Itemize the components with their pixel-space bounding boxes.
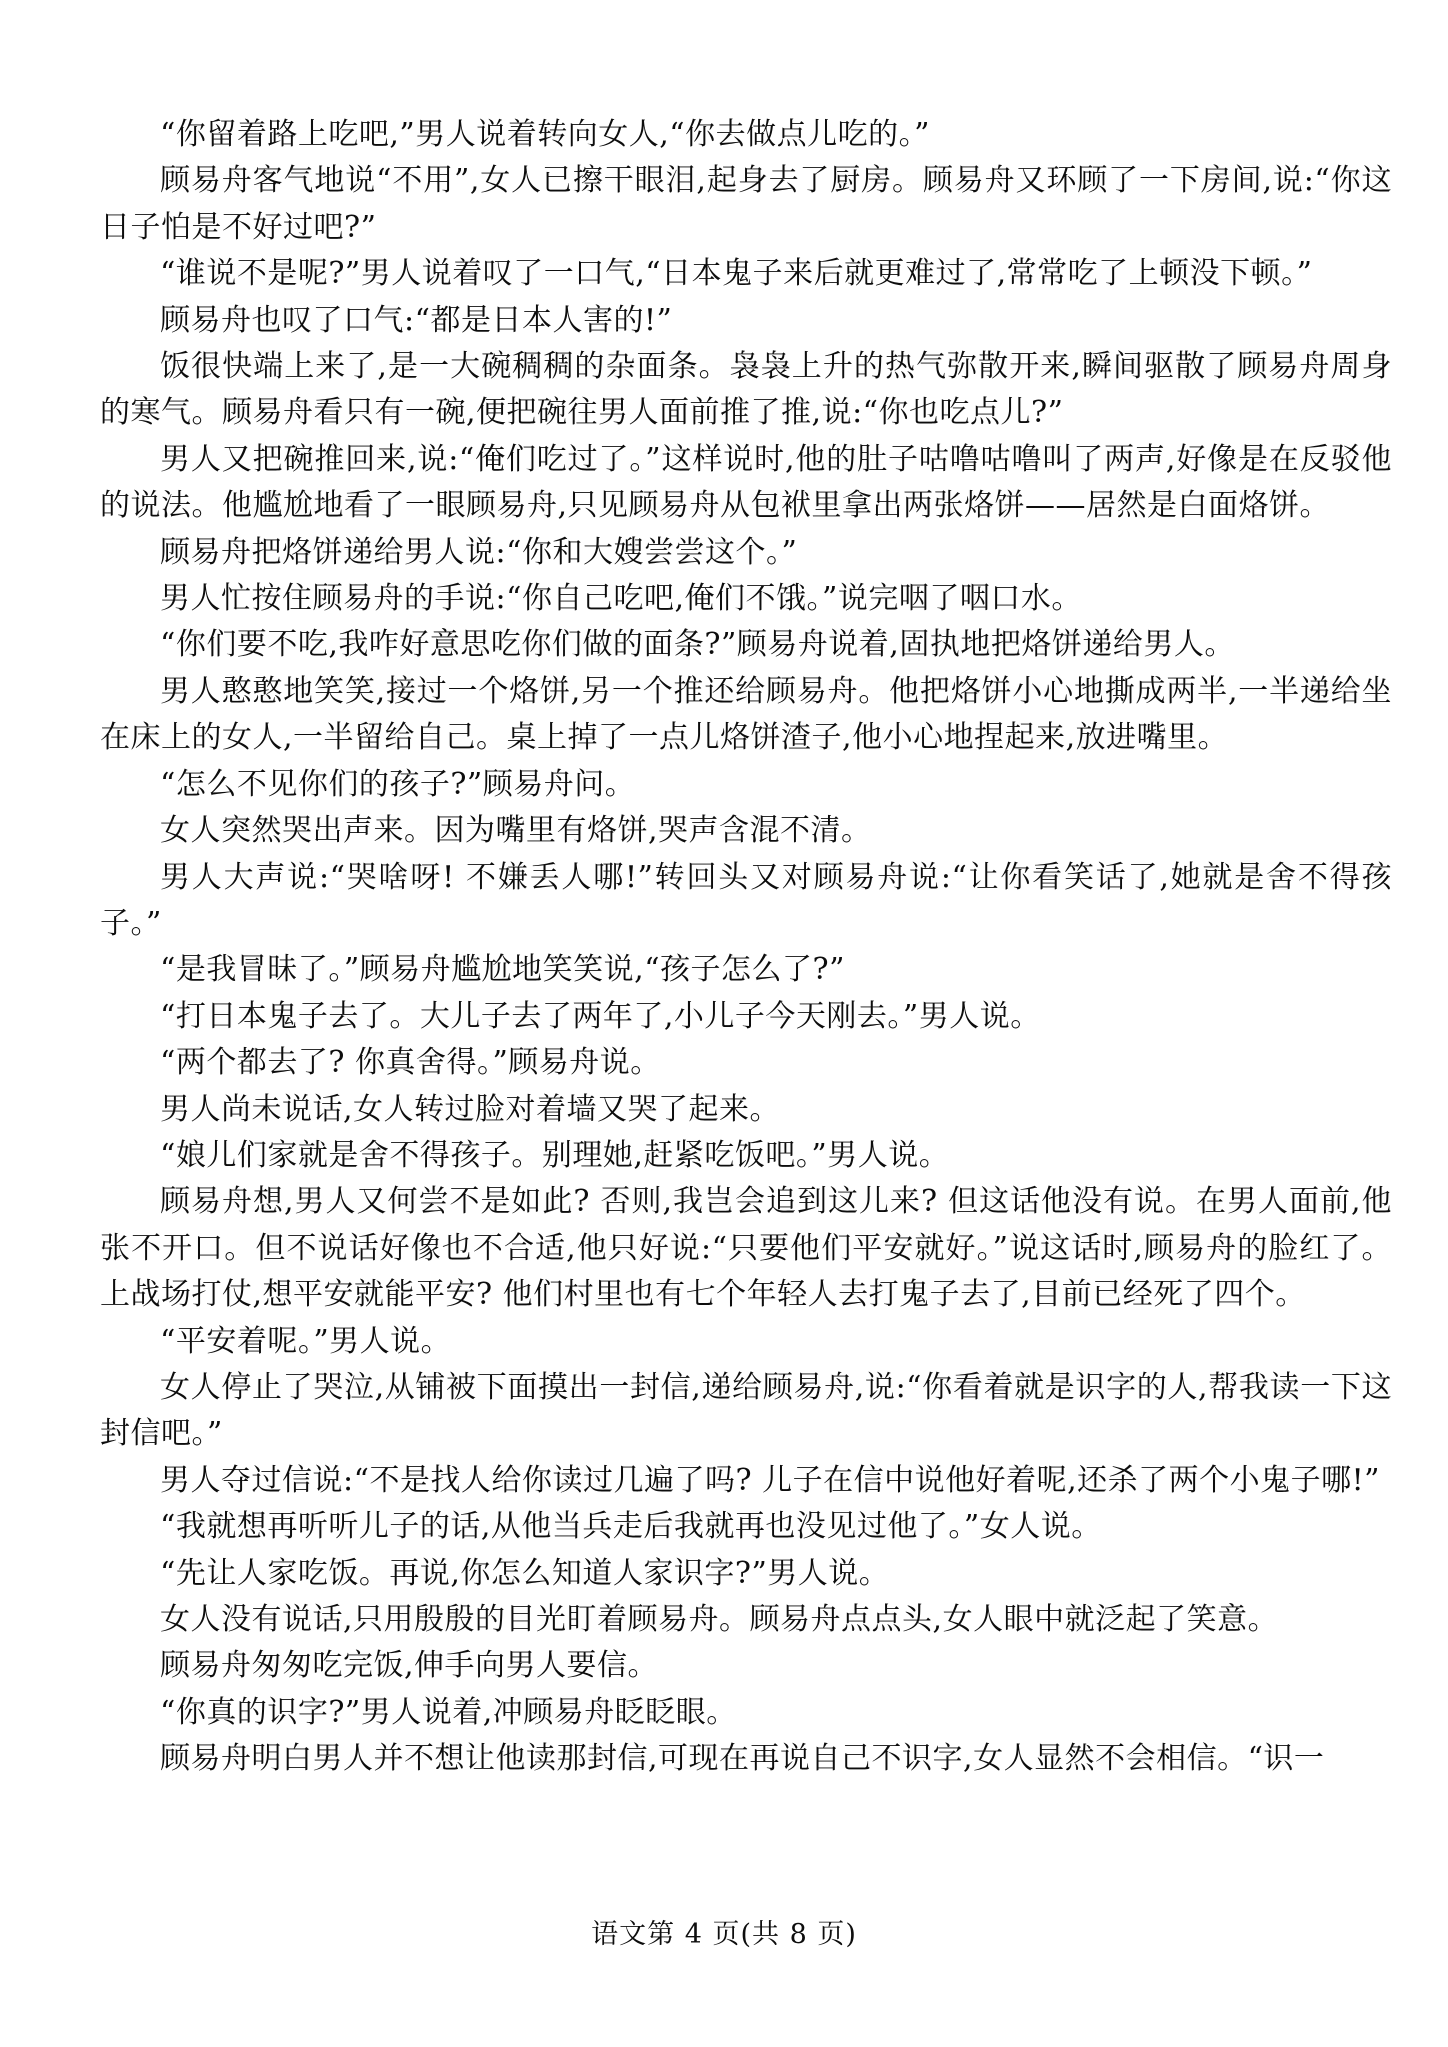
paragraph: 男人尚未说话,女人转过脸对着墙又哭了起来。 <box>160 1091 781 1127</box>
paragraph: “谁说不是呢?”男人说着叹了一口气,“日本鬼子来后就更难过了,常常吃了上顿没下顿。” <box>160 256 1313 292</box>
paragraph: 男人忙按住顾易舟的手说:“你自己吃吧,俺们不饿。”说完咽了咽口水。 <box>160 581 1082 617</box>
paragraph: 顾易舟明白男人并不想让他读那封信,可现在再说自己不识字,女人显然不会相信。“识一 <box>160 1741 1325 1777</box>
paragraph: “你真的识字?”男人说着,冲顾易舟眨眨眼。 <box>160 1694 737 1730</box>
paragraph: 男人憨憨地笑笑,接过一个烙饼,另一个推还给顾易舟。他把烙饼小心地撕成两半,一半递给坐在床上的女人,一半留给自己。桌上掉了一点儿烙饼渣子,他小心地捏起来,放进嘴里。 <box>100 673 1392 756</box>
page-footer: 语文第 4 页(共 8 页) <box>591 1919 857 1950</box>
paragraph: “娘儿们家就是舍不得孩子。别理她,赶紧吃饭吧。”男人说。 <box>160 1137 950 1173</box>
paragraph: 顾易舟把烙饼递给男人说:“你和大嫂尝尝这个。” <box>160 534 798 570</box>
paragraph: 顾易舟想,男人又何尝不是如此? 否则,我岂会追到这儿来? 但这话他没有说。在男人面前,他张不开口。但不说话好像也不合适,他只好说:“只要他们平安就好。”说这话时,顾易舟的脸红了。上战场打仗,想平安就能平安? 他们村里也有七个年轻人去打鬼子去了,目前已经死了四个。 <box>100 1184 1392 1313</box>
paragraph: “平安着呢。”男人说。 <box>160 1323 452 1359</box>
paragraph: “我就想再听听儿子的话,从他当兵走后我就再也没见过他了。”女人说。 <box>160 1509 1102 1545</box>
paragraph: 饭很快端上来了,是一大碗稠稠的杂面条。袅袅上升的热气弥散开来,瞬间驱散了顾易舟周身的寒气。顾易舟看只有一碗,便把碗往男人面前推了推,说:“你也吃点儿?” <box>100 349 1392 431</box>
paragraph: 女人突然哭出声来。因为嘴里有烙饼,哭声含混不清。 <box>160 813 872 849</box>
paragraph: “你们要不吃,我咋好意思吃你们做的面条?”顾易舟说着,固执地把烙饼递给男人。 <box>160 627 1235 663</box>
paragraph: 顾易舟客气地说“不用”,女人已擦干眼泪,起身去了厨房。顾易舟又环顾了一下房间,说:“你这日子怕是不好过吧?” <box>100 163 1392 245</box>
paragraph: “是我冒昧了。”顾易舟尴尬地笑笑说,“孩子怎么了?” <box>160 952 845 988</box>
paragraph: 顾易舟也叹了口气:“都是日本人害的!” <box>160 302 673 338</box>
paragraph: “两个都去了? 你真舍得。”顾易舟说。 <box>160 1045 661 1081</box>
paragraph: “你留着路上吃吧,”男人说着转向女人,“你去做点儿吃的。” <box>160 117 930 152</box>
paragraph: “怎么不见你们的孩子?”顾易舟问。 <box>160 766 636 802</box>
paragraph: “打日本鬼子去了。大儿子去了两年了,小儿子今天刚去。”男人说。 <box>160 998 1041 1034</box>
paragraph: 女人没有说话,只用殷殷的目光盯着顾易舟。顾易舟点点头,女人眼中就泛起了笑意。 <box>160 1602 1279 1637</box>
paragraph: 顾易舟匆匆吃完饭,伸手向男人要信。 <box>160 1648 659 1684</box>
paragraph: 男人夺过信说:“不是找人给你读过几遍了吗? 儿子在信中说他好着呢,还杀了两个小鬼子哪!” <box>160 1462 1380 1498</box>
paragraph: 男人大声说:“哭啥呀! 不嫌丢人哪!”转回头又对顾易舟说:“让你看笑话了,她就是舍不得孩子。” <box>100 859 1392 941</box>
paragraph: 男人又把碗推回来,说:“俺们吃过了。”这样说时,他的肚子咕噜咕噜叫了两声,好像是在反驳他的说法。他尴尬地看了一眼顾易舟,只见顾易舟从包袱里拿出两张烙饼——居然是白面烙饼。 <box>100 441 1392 524</box>
paragraph: 女人停止了哭泣,从铺被下面摸出一封信,递给顾易舟,说:“你看着就是识字的人,帮我读一下这封信吧。” <box>100 1369 1392 1452</box>
paragraph: “先让人家吃饭。再说,你怎么知道人家识字?”男人说。 <box>160 1555 890 1591</box>
passage-text-block <box>100 112 1392 1783</box>
